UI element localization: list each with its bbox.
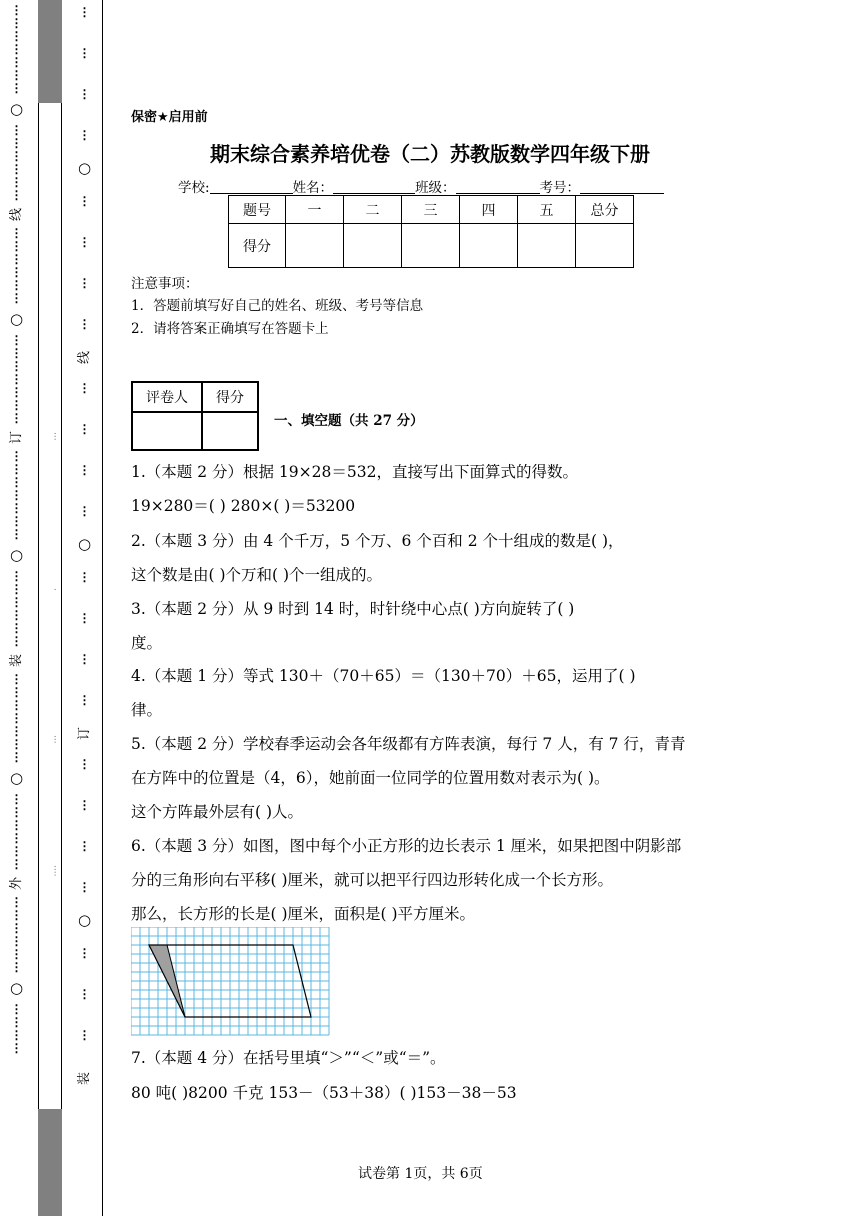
score-cell[interactable] xyxy=(576,224,634,268)
score-header-cell: 三 xyxy=(402,196,460,224)
binding-gray-block-top xyxy=(38,0,62,103)
section-title: 一、填空题（共 27 分） xyxy=(274,413,424,429)
score-cell[interactable] xyxy=(344,224,402,268)
inner-faint-mark: ··· xyxy=(49,432,59,441)
question-3-cont: 度。 xyxy=(131,634,163,652)
score-header-cell: 四 xyxy=(460,196,518,224)
question-5-cont2: 这个方阵最外层有( )人。 xyxy=(131,803,304,821)
school-blank[interactable] xyxy=(210,179,293,194)
score-cell[interactable] xyxy=(460,224,518,268)
inner-faint-mark: ···· xyxy=(49,865,59,877)
notes-item-2: 2．请将答案正确填写在答题卡上 xyxy=(131,321,329,337)
notes-item-1: 1．答题前填写好自己的姓名、班级、考号等信息 xyxy=(131,298,424,314)
outer-label-zhuang: 装 xyxy=(9,653,25,668)
student-info-fields xyxy=(178,176,664,196)
inner-label-zhuang: 装 xyxy=(77,1071,93,1086)
score-cell[interactable] xyxy=(402,224,460,268)
binding-white-strip xyxy=(38,103,62,1109)
inner-label-ding: 订 xyxy=(77,726,93,741)
page-title: 期末综合素养培优卷（二）苏教版数学四年级下册 xyxy=(210,142,650,166)
outer-label-ding: 订 xyxy=(9,430,25,445)
inner-faint-mark: · xyxy=(49,588,59,591)
grader-table xyxy=(131,381,259,451)
exam-number-blank[interactable] xyxy=(580,179,664,194)
inner-label-xian: 线 xyxy=(77,350,93,365)
name-blank[interactable] xyxy=(333,179,415,194)
question-4-cont: 律。 xyxy=(131,701,163,719)
grader-score-label: 得分 xyxy=(202,382,258,412)
inner-faint-mark: ··· xyxy=(49,735,59,744)
outer-label-wai: 外 xyxy=(9,876,25,891)
page-footer: 试卷第 1页，共 6页 xyxy=(358,1166,483,1182)
grader-label: 评卷人 xyxy=(132,382,202,412)
parallelogram-grid-figure xyxy=(131,927,331,1037)
grid-lines xyxy=(131,927,329,1035)
class-blank[interactable] xyxy=(456,179,540,194)
question-6-text: 6.（本题 3 分）如图，图中每个小正方形的边长表示 1 厘米，如果把图中阴影部 xyxy=(131,837,682,855)
exam-number-label: 考号： xyxy=(539,180,581,196)
score-cell[interactable] xyxy=(518,224,576,268)
secret-label: 保密★启用前 xyxy=(131,110,208,125)
question-4-text: 4.（本题 1 分）等式 130＋（70＋65）＝（130＋70）＋65，运用了( ) xyxy=(131,667,636,685)
question-3-text: 3.（本题 2 分）从 9 时到 14 时，时针绕中心点( )方向旋转了( ) xyxy=(131,600,575,618)
outer-cut-line: ⋮ ⋮ ⋮ ⋮ ⋮ ⋮ ⋮ ○ ⋮ ⋮ ⋮ ⋮ ⋮ ⋮ 线 ⋮ ⋮ ⋮ ⋮ ⋮ ⋮ ○ ⋮ ⋮ ⋮ ⋮ ⋮ ⋮ ⋮ 订 ⋮ ⋮ ⋮ ⋮ ⋮ ⋮ ⋮ ○ ⋮ ⋮ ⋮ ⋮ ⋮ ⋮ 装 ⋮ ⋮ ⋮ ⋮ ⋮ ⋮ ⋮ ○ ⋮ ⋮ ⋮ ⋮ ⋮ ⋮ 外 ⋮ ⋮ ⋮ ⋮ ⋮ ⋮ ○ ⋮ ⋮ ⋮ ⋮ xyxy=(9,3,25,1055)
score-header-cell: 五 xyxy=(518,196,576,224)
outer-binding-margin xyxy=(0,0,38,1216)
grader-name-cell[interactable] xyxy=(132,412,202,450)
score-header-cell: 题号 xyxy=(229,196,286,224)
binding-gray-block-bottom xyxy=(38,1109,62,1216)
question-7-answers: 80 吨( )8200 千克 153－（53＋38）( )153－38－53 xyxy=(131,1084,517,1102)
question-5-text: 5.（本题 2 分）学校春季运动会各年级都有方阵表演，每行 7 人，有 7 行，青青 xyxy=(131,735,686,753)
inner-cut-line: ⋮ ⋮ ⋮ ⋮ ○ ⋮ ⋮ ⋮ ⋮ 线 ⋮ ⋮ ⋮ ⋮ ○ ⋮ ⋮ ⋮ ⋮ 订 ⋮ ⋮ ⋮ ⋮ ○ ⋮ ⋮ ⋮ 装 xyxy=(77,5,93,1086)
question-6-cont2: 那么，长方形的长是( )厘米，面积是( )平方厘米。 xyxy=(131,905,476,923)
question-6-cont: 分的三角形向右平移( )厘米，就可以把平行四边形转化成一个长方形。 xyxy=(131,871,614,889)
class-label: 班级： xyxy=(415,180,456,196)
notes-heading: 注意事项： xyxy=(131,276,199,292)
score-cell[interactable] xyxy=(286,224,344,268)
question-1-answers: 19×280＝( ) 280×( )＝53200 xyxy=(131,497,356,515)
question-2-text: 2.（本题 3 分）由 4 个千万，5 个万、6 个百和 2 个十组成的数是( )， xyxy=(131,532,624,550)
score-table xyxy=(228,195,634,268)
score-row-label: 得分 xyxy=(229,224,286,268)
question-7-text: 7.（本题 4 分）在括号里填“＞”“＜”或“＝”。 xyxy=(131,1049,446,1067)
grader-score-cell[interactable] xyxy=(202,412,258,450)
question-2-answers: 这个数是由( )个万和( )个一组成的。 xyxy=(131,566,383,584)
score-header-cell: 总分 xyxy=(576,196,634,224)
inner-binding-margin xyxy=(62,0,103,1216)
name-label: 姓名： xyxy=(292,180,334,196)
school-label: 学校: xyxy=(178,180,210,196)
outer-label-xian: 线 xyxy=(9,207,25,222)
question-5-cont: 在方阵中的位置是（4，6），她前面一位同学的位置用数对表示为( )。 xyxy=(131,769,610,787)
score-header-cell: 一 xyxy=(286,196,344,224)
score-header-cell: 二 xyxy=(344,196,402,224)
question-1-text: 1.（本题 2 分）根据 19×28＝532，直接写出下面算式的得数。 xyxy=(131,463,578,481)
